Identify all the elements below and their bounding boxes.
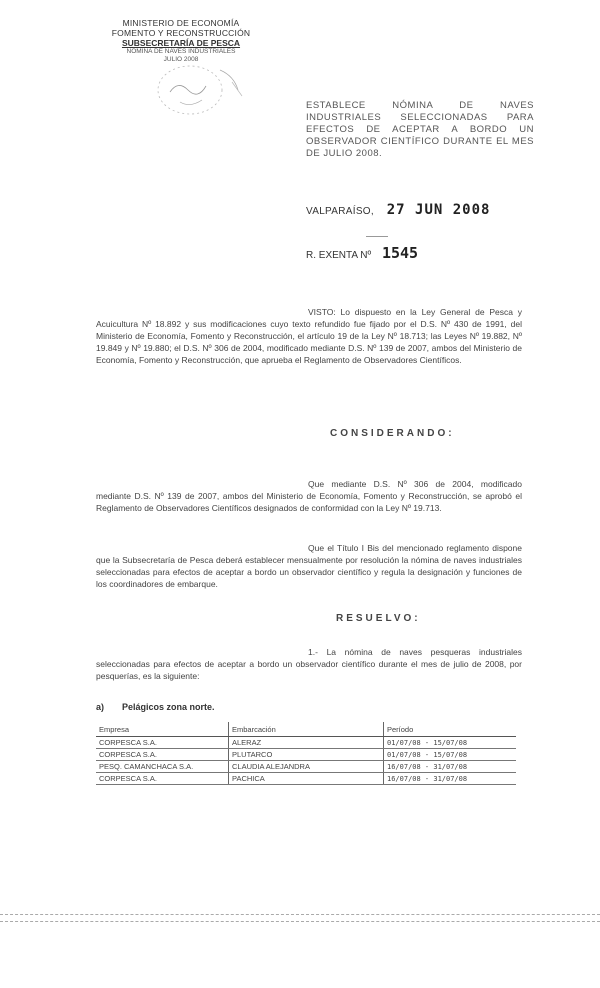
section-a-tag: a) [96,702,105,712]
table-row [96,749,516,761]
resuelvo-1-text: 1.- La nómina de naves pesqueras industriales seleccionadas para efectos de aceptar a bordo un observador científico durante el mes de julio de 2008, por pesquerías, es la siguiente: [96,647,522,681]
cell-periodo: 01/07/08 - 15/07/08 [384,749,517,761]
cell-empresa: CORPESCA S.A. [96,737,229,749]
cell-embarcacion: ALERAZ [229,737,384,749]
page-edge-rule [0,914,600,915]
page-edge-rule [0,921,600,922]
resuelvo-heading: RESUELVO: [336,613,421,624]
section-a-label: Pelágicos zona norte. [122,702,215,712]
exenta-label: R. EXENTA Nº [306,250,372,261]
cell-periodo: 16/07/08 - 31/07/08 [384,761,517,773]
letterhead-subsecretariat: SUBSECRETARÍA DE PESCA [121,38,241,48]
cell-periodo: 16/07/08 - 31/07/08 [384,773,517,785]
divider [366,236,388,237]
table-row [96,737,516,749]
table-row [96,773,516,785]
resuelvo-paragraph-1 [96,646,522,682]
table-header-row [96,722,516,737]
exenta-number: 1545 [381,244,419,262]
cell-periodo: 01/07/08 - 15/07/08 [384,737,517,749]
section-a-heading [96,702,215,712]
letterhead-stamp-line2: JULIO 2008 [163,56,199,63]
cell-empresa: CORPESCA S.A. [96,749,229,761]
considerando-paragraph-1 [96,478,522,514]
visto-paragraph [96,306,522,366]
letterhead-department: FOMENTO Y RECONSTRUCCIÓN [111,28,251,38]
column-header-periodo: Período [384,722,517,737]
cell-embarcacion: PLUTARCO [229,749,384,761]
letterhead-stamp-line1: NÓMINA DE NAVES INDUSTRIALES [126,48,236,55]
considerando-2-text: Que el Título I Bis del mencionado reglamento dispone que la Subsecretaría de Pesca deberá establecer mensualmente por resolución la nómina de naves industriales seleccionadas para efectos de aceptar a bordo un observador científico y regula la designación y funciones de los coordinadores de embarque. [96,543,522,589]
exenta-line [306,244,536,262]
table-row [96,761,516,773]
stamped-date: 27 JUN 2008 [386,202,491,218]
letterhead [96,18,266,64]
place-label: VALPARAÍSO, [306,206,374,217]
considerando-paragraph-2 [96,542,522,590]
column-header-embarcacion: Embarcación [229,722,384,737]
letterhead-ministry: MINISTERIO DE ECONOMÍA [122,18,240,28]
considerando-heading: CONSIDERANDO: [330,428,455,439]
cell-embarcacion: CLAUDIA ALEJANDRA [229,761,384,773]
cell-embarcacion: PACHICA [229,773,384,785]
date-line [306,202,536,218]
considerando-1-text: Que mediante D.S. Nº 306 de 2004, modificado mediante D.S. Nº 139 de 2007, ambos del Ministerio de Economía, Fomento y Reconstrucción, se aprobó el Reglamento de Observadores Científicos designados de conformidad con la Ley Nº 19.713. [96,479,522,513]
vessel-table [96,722,516,785]
column-header-empresa: Empresa [96,722,229,737]
cell-empresa: PESQ. CAMANCHACA S.A. [96,761,229,773]
cell-empresa: CORPESCA S.A. [96,773,229,785]
resolution-title: ESTABLECE NÓMINA DE NAVES INDUSTRIALES SELECCIONADAS PARA EFECTOS DE ACEPTAR A BORDO UN OBSERVADOR CIENTÍFICO DURANTE EL MES DE JULIO 2008. [306,100,534,159]
visto-text: VISTO: Lo dispuesto en la Ley General de Pesca y Acuicultura Nº 18.892 y sus modificaciones cuyo texto refundido fue fijado por el D.S. Nº 430 de 1991, del Ministerio de Economía, Fomento y Reconstrucción, el artículo 19 de la Ley Nº 18.713; las Leyes Nº 19.882, Nº 19.849 y Nº 19.880; el D.S. Nº 306 de 2004, modificado mediante D.S. Nº 139 de 2007, ambos del Ministerio de Economía, Fomento y Reconstrucción, que aprueba el Reglamento de Observadores Científicos. [96,307,522,365]
official-seal-stamp [150,62,260,122]
